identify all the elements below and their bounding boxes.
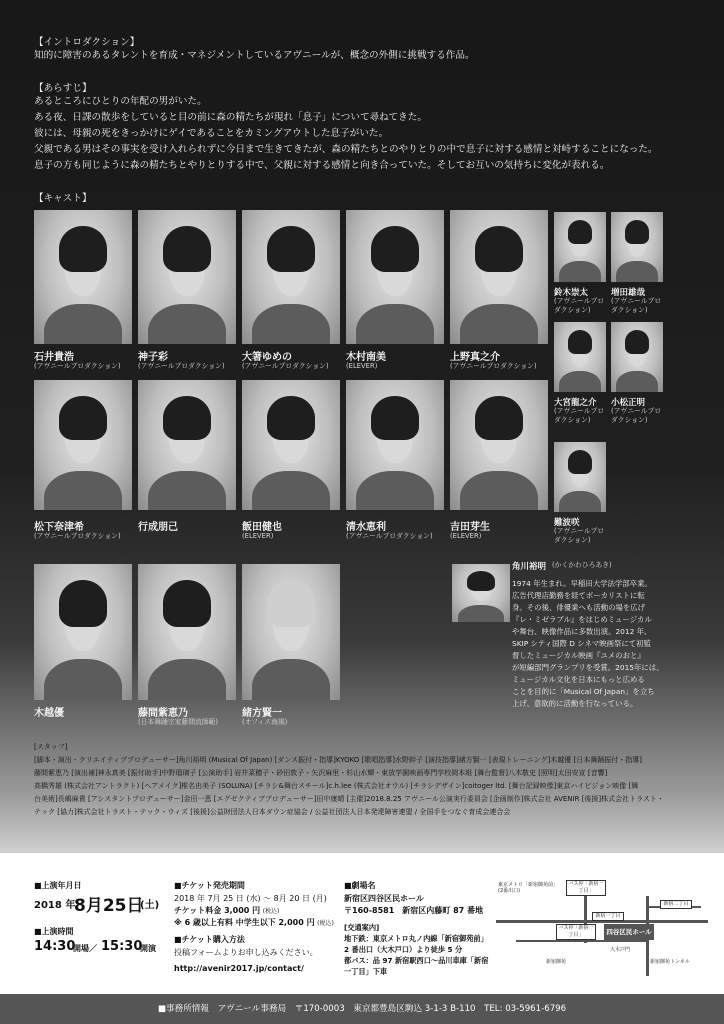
venue-address: 〒160-8581 新宿区内藤町 87 番地: [344, 906, 483, 915]
director-name: 角川裕明: [512, 562, 547, 572]
staff-line: [脚本・演出・クリエイティブプロデューサー]角川裕明 (Musical Of Japan) [ダンス振付・指導]KYOKO [歌唱指導]水野幹子 [演技指導]緒方賢一 [表現トレーニング]木越優 [日本舞踊振付・指導]: [34, 756, 642, 764]
director-bio-line: 身。その後、俳優業へも活動の場を広げ: [512, 603, 646, 612]
cast-photo: [554, 442, 606, 512]
cast-name: 松下奈津希: [34, 522, 84, 533]
director-bio-line: ことを目的に「Musical Of Japan」を立ち: [512, 687, 655, 696]
synopsis-line: あるところにひとりの年配の男がいた。: [34, 96, 207, 107]
cast-affiliation: ダクション): [554, 306, 591, 314]
cast-affiliation: (アヴニールプロダクション): [346, 532, 433, 540]
cast-photo: [554, 212, 606, 282]
map-label-gate: 大木戸門: [610, 947, 631, 953]
ticket-note: ※ 6 歳以上有料 中学生以下 2,000 円 (税込): [174, 918, 334, 927]
date-year: 2018 年: [34, 900, 76, 911]
intro-heading: 【イントロダクション】: [34, 37, 140, 48]
director-bio-line: ミュージカル文化を日本にもっと広める: [512, 675, 645, 684]
staff-line: テック [協力]株式会社トラスト・テック・ウィズ [後援]公益財団法人日本ダウン症協会 / 公益社団法人日本発達障害連盟 / 全国手をつなぐ育成会連合会: [34, 808, 511, 816]
start-time: 15:30: [101, 939, 143, 954]
cast-affiliation: (アヴニールプロダクション): [34, 362, 121, 370]
staff-line: 台美術]長嶋麻貴 [アシスタントプロデューサー]金田一恵 [エグゼクティブプロデューサー]田中康晴 [主催]2018.8.25 アヴニール公演実行委員会 [企画制作]株式会社 AVENIR [後援]株式会社トラスト・: [34, 795, 664, 803]
footer-contact-bar: ■事務所情報 アヴニール事務局 〒170-0003 東京都豊島区駒込 3-1-3 B-110 TEL: 03-5961-6796: [0, 994, 724, 1024]
cast-photo: [346, 380, 444, 510]
cast-photo: [138, 380, 236, 510]
access-map: [496, 878, 708, 978]
access-line: 2 番出口（大木戸口）より徒歩 5 分: [344, 945, 463, 954]
cast-photo: [34, 564, 132, 700]
cast-affiliation: (ELEVER): [450, 532, 482, 540]
cast-name: 藤間紫恵乃: [138, 708, 188, 719]
cast-name: 飯田健也: [242, 522, 282, 533]
director-bio-line: 1974 年生まれ。早稲田大学法学部卒業。: [512, 579, 652, 588]
access-line: 一丁目」下車: [344, 967, 388, 976]
director-bio-line: 上げ、意欲的に活動を行なっている。: [512, 699, 638, 708]
venue-name: 新宿区四谷区民ホール: [344, 894, 424, 903]
cast-affiliation: ダクション): [611, 416, 648, 424]
cast-photo: [242, 564, 340, 700]
cast-affiliation: (アヴニールプロ: [554, 407, 605, 415]
cast-affiliation: (アヴニールプロ: [611, 407, 662, 415]
cast-affiliation: (アヴニールプロ: [554, 527, 605, 535]
open-time: 14:30: [34, 939, 76, 954]
cast-affiliation: (アヴニールプロダクション): [138, 362, 225, 370]
cast-photo: [554, 322, 606, 392]
cast-name: 神子彩: [138, 352, 168, 363]
cast-affiliation: ダクション): [554, 416, 591, 424]
cast-name: 大宮龍之介: [554, 398, 597, 408]
cast-affiliation: (アヴニールプロ: [611, 297, 662, 305]
date-heading: ■上演年月日: [34, 881, 82, 890]
synopsis-line: 彼には、母親の死をきっかけにゲイであることをカミングアウトした息子がいた。: [34, 128, 389, 139]
cast-name: 増田雄哉: [611, 288, 646, 298]
synopsis-line: 父親である男はその事実を受け入れられずに今日まで生きてきたが、森の精たちとのやりとりの中で息子に対する感情と対峙することになった。: [34, 144, 658, 155]
map-label-garden: 新宿御苑: [546, 959, 567, 965]
staff-line: 藤間紫恵乃 [演出補]神永真美 [振付助手]中野瑠璃子 [公演助手] 岩井菜穂子・砂田敦子・矢沢麻里・杉山水輝・東放学園映画専門学校岡本組 [舞台監督]八木敬史 [照明]太田安宣 [音響]: [34, 769, 608, 777]
director-bio-line: 広告代理店勤務を経てボーカリストに転: [512, 591, 645, 600]
cast-name: 大箸ゆめの: [242, 352, 292, 363]
venue-heading: ■劇場名: [344, 881, 376, 890]
synopsis-heading: 【あらすじ】: [34, 83, 92, 94]
cast-name: 木村南美: [346, 352, 386, 363]
cast-photo: [138, 210, 236, 344]
director-bio-line: が短編部門グランプリを受賞。2015年には、: [512, 663, 664, 672]
access-heading: [交通案内]: [344, 923, 380, 932]
cast-affiliation: (ELEVER): [242, 532, 274, 540]
cast-name: 石井貴浩: [34, 352, 74, 363]
date-day: (土): [140, 900, 160, 911]
purchase-url[interactable]: http://avenir2017.jp/contact/: [174, 964, 304, 973]
ticket-price: チケット料金 3,000 円 (税込): [174, 906, 280, 915]
map-label-bus: バス停「新宿一丁目」: [566, 880, 606, 896]
cast-affiliation: (ELEVER): [346, 362, 378, 370]
cast-name: 木越優: [34, 708, 64, 719]
cast-affiliation: ダクション): [611, 306, 648, 314]
cast-affiliation: (アヴニールプロ: [554, 297, 605, 305]
date-main: 8月25日: [74, 896, 144, 916]
cast-photo: [450, 380, 548, 510]
cast-name: 小松正明: [611, 398, 646, 408]
staff-heading: [スタッフ]: [34, 743, 68, 751]
synopsis-line: 息子の方も同じように森の精たちとやりとりする中で、父親に対する感情と向き合っていた。そしてお互いの気持ちに変化が表れる。: [34, 160, 610, 171]
cast-affiliation: (アヴニールプロダクション): [242, 362, 329, 370]
director-bio-line: 督したミュージカル映画『ユメのおと』: [512, 651, 645, 660]
cast-name: 難波咲: [554, 518, 580, 528]
purchase-text: 投稿フォームよりお申し込みください。: [174, 948, 318, 957]
cast-photo: [346, 210, 444, 344]
ticket-period: 2018 年 7月 25 日 (水) ～ 8月 20 日 (月): [174, 894, 327, 903]
cast-name: 行成朋己: [138, 522, 178, 533]
staff-line: 高橋秀雄 (株式会社アントラクト) [ヘアメイク]椎名由美子 (SOLUNA) [チラシ&舞台スチール]c.h.lee (株式会社オウル) [チラシデザイン]coitoger ltd. [舞台記録映像]東京ハイビジョン映像 [舞: [34, 782, 639, 790]
cast-heading: 【キャスト】: [34, 193, 92, 204]
map-label-crossing: 新宿二丁目: [660, 900, 692, 909]
map-label-crossing: 新宿一丁目: [592, 912, 624, 921]
cast-affiliation: ダクション): [554, 536, 591, 544]
cast-affiliation: (日本舞踊宗家藤間流師範): [138, 718, 219, 726]
director-bio-line: や舞台、映像作品に多数出演。2012 年、: [512, 627, 652, 636]
start-time-suffix: 開演: [140, 944, 156, 953]
map-road: [516, 940, 646, 942]
director-reading: (かくかわひろあき): [552, 561, 612, 569]
cast-name: 上野真之介: [450, 352, 500, 363]
cast-photo: [611, 322, 663, 392]
map-hall-marker: 四谷区民ホール: [604, 924, 654, 940]
cast-affiliation: (アヴニールプロダクション): [34, 532, 121, 540]
purchase-heading: ■チケット購入方法: [174, 935, 245, 944]
cast-photo: [34, 210, 132, 344]
cast-photo: [242, 380, 340, 510]
ticket-heading: ■チケット発売期間: [174, 881, 245, 890]
intro-text: 知的に障害のあるタレントを育成・マネジメントしているアヴニールが、概念の外側に挑戦する作品。: [34, 50, 475, 61]
cast-photo: [450, 210, 548, 344]
director-bio-line: 『レ・ミゼラブル』をはじめミュージカル: [512, 615, 652, 624]
access-line: 都バス：品 97 新宿駅西口～品川車庫「新宿: [344, 956, 489, 965]
cast-name: 鈴木崇太: [554, 288, 589, 298]
cast-affiliation: (アヴニールプロダクション): [450, 362, 537, 370]
cast-name: 清水恵利: [346, 522, 386, 533]
time-heading: ■上演時間: [34, 927, 74, 936]
access-line: 地下鉄：東京メトロ丸ノ内線「新宿御苑前」: [344, 934, 488, 943]
map-label-bus: バス停「新宿一丁目」: [556, 924, 596, 940]
map-label-road: 新宿御苑トンネル: [650, 959, 690, 965]
cast-photo: [242, 210, 340, 344]
director-bio-line: SKIP シティ国際 D シネマ映画祭にて初監: [512, 639, 651, 648]
director-photo: [452, 564, 510, 622]
synopsis-line: ある夜、日課の散歩をしていると目の前に森の精たちが現れ「息子」について尋ねてきた。: [34, 112, 427, 123]
cast-photo: [138, 564, 236, 700]
cast-photo: [611, 212, 663, 282]
cast-affiliation: (オフィス海風): [242, 718, 288, 726]
open-time-suffix: 開場／: [73, 944, 97, 953]
cast-name: 緒方賢一: [242, 708, 282, 719]
map-label-station: 東京メトロ「新宿御苑前」 (2番出口): [498, 882, 559, 894]
cast-name: 吉田芽生: [450, 522, 490, 533]
cast-photo: [34, 380, 132, 510]
